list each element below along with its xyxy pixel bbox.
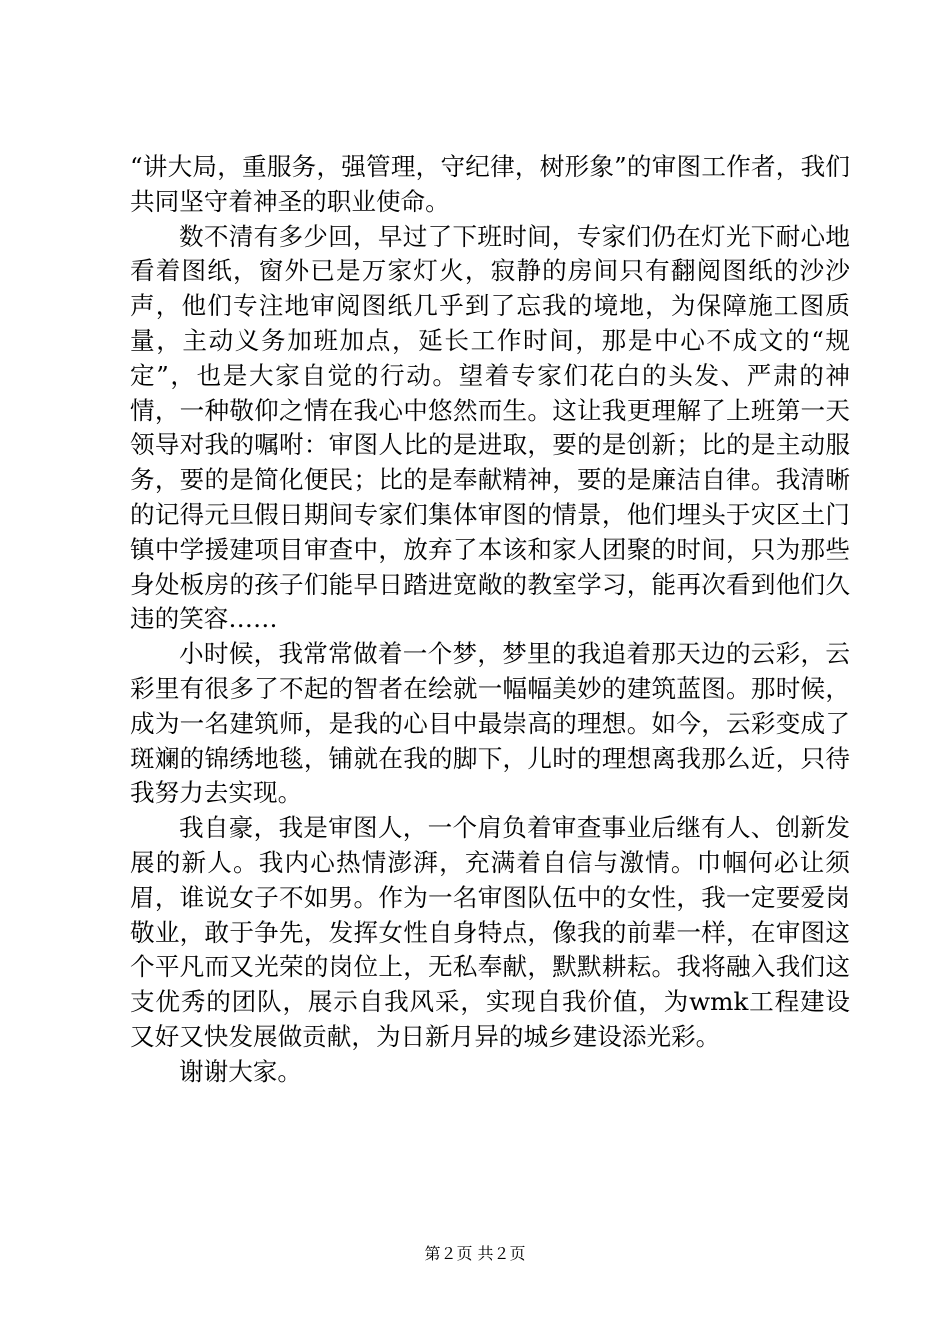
paragraph-childhood-dream: 小时候，我常常做着一个梦，梦里的我追着那天边的云彩，云彩里有很多了不起的智者在绘就一幅幅美妙的建筑蓝图。那时候，成为一名建筑师，是我的心目中最崇高的理想。如今，云彩变成了斑斓的锦绣地毯，铺就在我的脚下，儿时的理想离我那么近，只待我努力去实现。 bbox=[130, 639, 850, 808]
paragraph-experts-overtime: 数不清有多少回，早过了下班时间，专家们仍在灯光下耐心地看着图纸，窗外已是万家灯火，寂静的房间只有翻阅图纸的沙沙声，他们专注地审阅图纸几乎到了忘我的境地，为保障施工图质量，主动义务加班加点，延长工作时间，那是中心不成文的“规定”，也是大家自觉的行动。望着专家们花白的头发、严肃的神情，一种敬仰之情在我心中悠然而生。这让我更理解了上班第一天领导对我的嘱咐：审图人比的是进取，要的是创新；比的是主动服务，要的是简化便民；比的是奉献精神，要的是廉洁自律。我清晰的记得元旦假日期间专家们集体审图的情景，他们埋头于灾区土门镇中学援建项目审查中，放弃了本该和家人团聚的时间，只为那些身处板房的孩子们能早日踏进宽敞的教室学习，能再次看到他们久违的笑容…… bbox=[130, 221, 850, 634]
paragraph-continuation: “讲大局，重服务，强管理，守纪律，树形象”的审图工作者，我们共同坚守着神圣的职业使命。 bbox=[130, 152, 850, 216]
paragraph-thanks: 谢谢大家。 bbox=[179, 1056, 302, 1086]
paragraph-pride: 我自豪，我是审图人，一个肩负着审查事业后继有人、创新发展的新人。我内心热情澎湃，充满着自信与激情。巾帼何必让须眉，谁说女子不如男。作为一名审图队伍中的女性，我一定要爱岗敬业，敢于争先，发挥女性自身特点，像我的前辈一样，在审图这个平凡而又光荣的岗位上，无私奉献，默默耕耘。我将融入我们这支优秀的团队，展示自我风采，实现自我价值，为wmk工程建设又好又快发展做贡献，为日新月异的城乡建设添光彩。 bbox=[130, 813, 850, 1051]
page-number-footer: 第２页 共２页 bbox=[424, 1244, 526, 1263]
document-body bbox=[130, 150, 850, 1090]
